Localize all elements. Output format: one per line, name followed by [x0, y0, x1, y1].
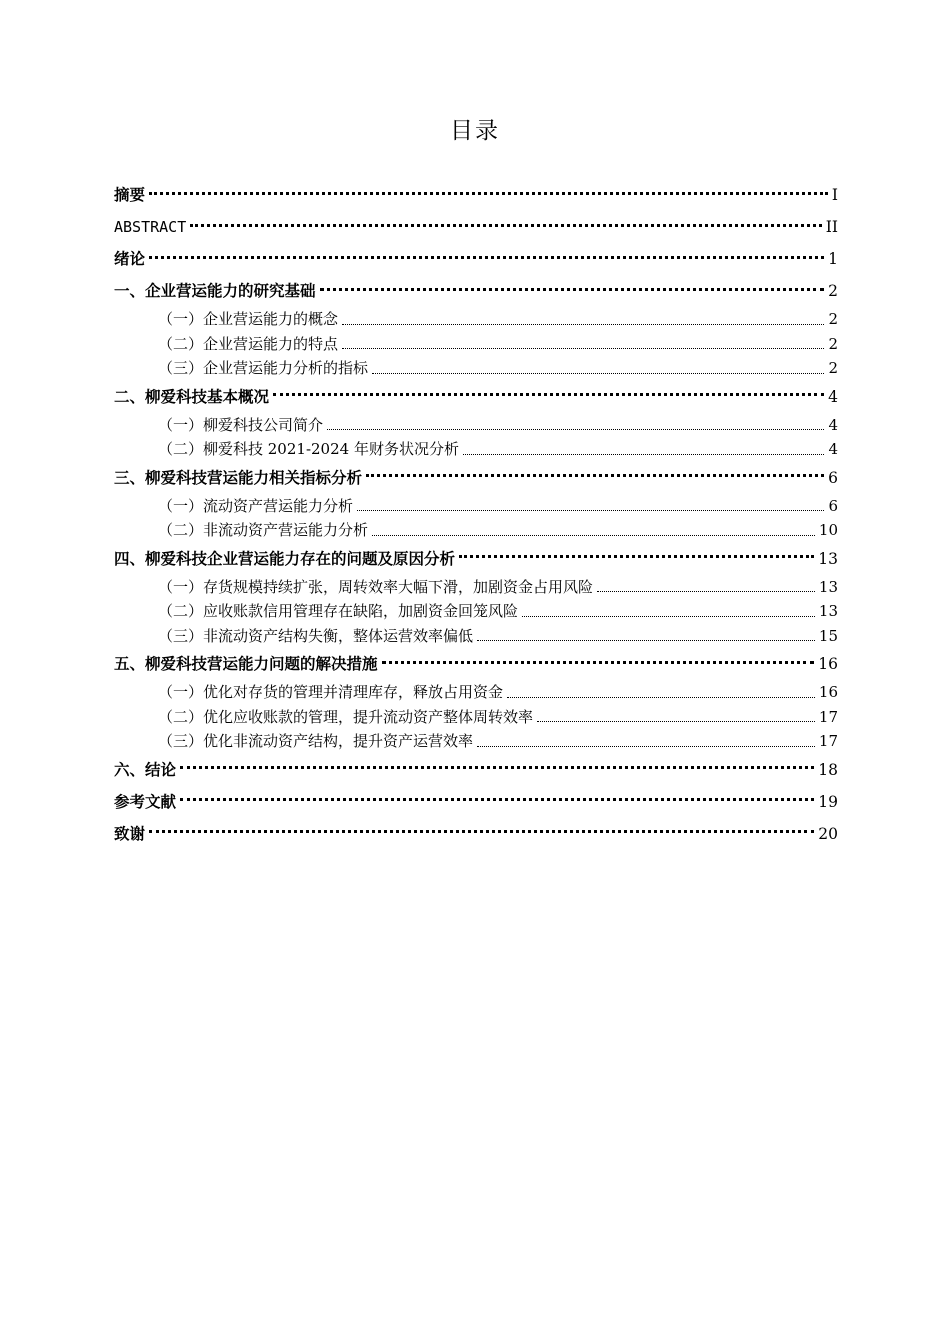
- dot-leader: [180, 766, 814, 769]
- toc-entry-page-number: 13: [818, 577, 838, 596]
- toc-entry-chapter[interactable]: [114, 818, 838, 850]
- dot-leader: [180, 798, 814, 801]
- toc-entry-section[interactable]: [114, 437, 838, 462]
- toc-entry-label: 绪论: [114, 250, 146, 268]
- toc-entry-section[interactable]: [114, 705, 838, 730]
- dot-leader: [273, 393, 824, 396]
- dot-leader: [342, 348, 824, 349]
- toc-entry-chapter[interactable]: [114, 648, 838, 680]
- dot-leader: [149, 256, 824, 259]
- dot-leader: [463, 454, 824, 455]
- toc-entry-chapter[interactable]: [114, 179, 838, 211]
- toc-entry-section[interactable]: [114, 332, 838, 357]
- dot-leader: [320, 288, 825, 291]
- toc-entry-label: 四、柳爱科技企业营运能力存在的问题及原因分析: [114, 549, 456, 568]
- toc-entry-chapter[interactable]: [114, 786, 838, 818]
- dot-leader: [372, 535, 815, 536]
- toc-entry-page-number: 2: [828, 310, 838, 328]
- toc-entry-chapter[interactable]: [114, 275, 838, 307]
- dot-leader: [149, 830, 814, 833]
- toc-entry-chapter[interactable]: [114, 381, 838, 413]
- toc-entry-page-number: 17: [818, 707, 838, 726]
- toc-entry-page-number: 4: [828, 440, 838, 458]
- toc-entry-label: ABSTRACT: [114, 218, 187, 236]
- toc-entry-section[interactable]: [114, 575, 838, 600]
- toc-entry-page-number: 16: [818, 683, 838, 701]
- toc-entry-label: （三）优化非流动资产结构，提升资产运营效率: [158, 732, 474, 750]
- toc-entry-page-number: 1: [828, 250, 838, 268]
- toc-entry-page-number: 2: [828, 334, 838, 353]
- toc-entry-label: （三）非流动资产结构失衡，整体运营效率偏低: [158, 626, 474, 645]
- toc-entry-page-number: I: [831, 186, 838, 204]
- toc-entry-section[interactable]: [114, 518, 838, 543]
- toc-entry-label: 参考文献: [114, 792, 177, 811]
- toc-entry-section[interactable]: [114, 413, 838, 438]
- dot-leader: [597, 591, 815, 592]
- toc-entry-page-number: 4: [828, 387, 838, 406]
- toc-entry-section[interactable]: [114, 307, 838, 332]
- dot-leader: [149, 192, 828, 195]
- toc-title: 目录: [450, 118, 500, 144]
- toc-entry-page-number: II: [825, 218, 838, 236]
- toc-entry-section[interactable]: [114, 729, 838, 754]
- toc-entry-label: （一）柳爱科技公司简介: [158, 415, 324, 434]
- toc-entry-label: （二）非流动资产营运能力分析: [158, 521, 369, 539]
- toc-entry-label: （一）存货规模持续扩张，周转效率大幅下滑，加剧资金占用风险: [158, 577, 594, 596]
- toc-entry-page-number: 20: [818, 824, 838, 843]
- toc-entry-label: （一）优化对存货的管理并清理库存，释放占用资金: [158, 683, 504, 701]
- toc-list: [114, 179, 838, 850]
- toc-entry-label: （二）优化应收账款的管理，提升流动资产整体周转效率: [158, 707, 534, 726]
- toc-entry-label: （一）企业营运能力的概念: [158, 310, 339, 328]
- toc-entry-chapter[interactable]: [114, 543, 838, 575]
- toc-entry-label: 摘要: [114, 186, 146, 204]
- toc-entry-label: 致谢: [114, 824, 146, 843]
- toc-entry-section[interactable]: [114, 599, 838, 624]
- toc-entry-page-number: 6: [828, 468, 838, 487]
- toc-entry-chapter[interactable]: [114, 211, 838, 243]
- toc-entry-chapter[interactable]: [114, 462, 838, 494]
- dot-leader: [477, 746, 815, 747]
- dot-leader: [190, 224, 822, 227]
- toc-entry-page-number: 10: [818, 521, 838, 539]
- toc-entry-page-number: 17: [818, 732, 838, 750]
- dot-leader: [372, 373, 824, 374]
- toc-entry-label: 一、企业营运能力的研究基础: [114, 282, 316, 300]
- dot-leader: [366, 474, 824, 477]
- dot-leader: [522, 616, 815, 617]
- toc-entry-page-number: 15: [818, 626, 838, 645]
- dot-leader: [357, 510, 824, 511]
- toc-entry-label: （二）应收账款信用管理存在缺陷，加剧资金回笼风险: [158, 602, 519, 620]
- toc-entry-page-number: 2: [828, 282, 838, 300]
- dot-leader: [459, 555, 814, 558]
- toc-entry-chapter[interactable]: [114, 754, 838, 786]
- dot-leader: [537, 721, 815, 722]
- dot-leader: [477, 640, 815, 641]
- toc-entry-label: 六、结论: [114, 760, 177, 779]
- toc-entry-page-number: 2: [828, 359, 838, 377]
- dot-leader: [382, 661, 815, 664]
- toc-entry-page-number: 4: [828, 415, 838, 434]
- toc-entry-page-number: 16: [818, 655, 838, 673]
- toc-entry-label: （二）企业营运能力的特点: [158, 334, 339, 353]
- toc-entry-label: （二）柳爱科技 2021-2024 年财务状况分析: [158, 440, 459, 458]
- toc-entry-page-number: 13: [818, 602, 838, 620]
- toc-entry-section[interactable]: [114, 680, 838, 705]
- toc-entry-section[interactable]: [114, 356, 838, 381]
- toc-entry-page-number: 19: [818, 792, 838, 811]
- dot-leader: [327, 429, 824, 430]
- toc-entry-label: 三、柳爱科技营运能力相关指标分析: [114, 468, 363, 487]
- toc-entry-page-number: 18: [818, 760, 838, 779]
- toc-entry-label: （一）流动资产营运能力分析: [158, 496, 354, 515]
- toc-entry-label: 二、柳爱科技基本概况: [114, 387, 270, 406]
- toc-entry-page-number: 13: [818, 549, 838, 568]
- toc-entry-section[interactable]: [114, 624, 838, 649]
- toc-entry-label: （三）企业营运能力分析的指标: [158, 359, 369, 377]
- toc-entry-label: 五、柳爱科技营运能力问题的解决措施: [114, 655, 378, 673]
- dot-leader: [507, 697, 815, 698]
- toc-entry-section[interactable]: [114, 494, 838, 519]
- dot-leader: [342, 324, 824, 325]
- toc-entry-page-number: 6: [828, 496, 838, 515]
- toc-entry-chapter[interactable]: [114, 243, 838, 275]
